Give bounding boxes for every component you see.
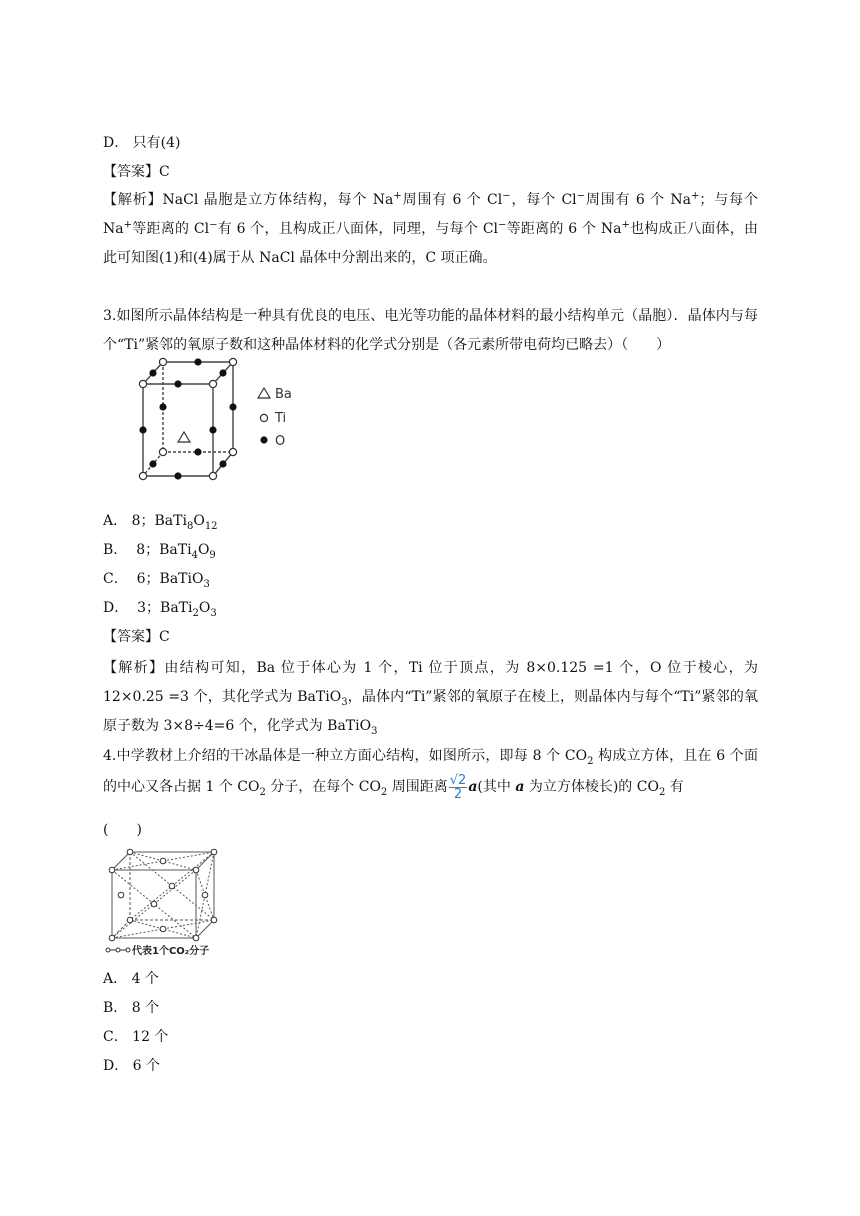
ba-legend-icon — [258, 388, 270, 398]
oxygen-atoms — [139, 358, 236, 479]
ba-legend-label: Ba — [275, 387, 292, 402]
q4-stem: 4.中学教材上介绍的干冰晶体是一种立方面心结构，如图所示，即每 8 个 $CO_2$ 构成立方体，且在 6 个面的中心又各占据 1 个 $CO_2$ 分子，在每个 $CO_2$ 周围距离 $\frac{√2}{2}$ a(其中 a 为立方体棱长)的 $CO_2$ 有 — [103, 748, 758, 802]
q3-legend — [258, 387, 292, 449]
barium-atom — [178, 432, 190, 442]
q4-option-c: C． 12 个 — [103, 1029, 169, 1045]
q3-option-b: B． 8；$BaTi_4O_9$ — [103, 542, 216, 561]
ti-legend-label: Ti — [275, 411, 287, 426]
ti-legend-icon — [260, 414, 267, 421]
answer-value: C — [159, 629, 170, 645]
q4-option-b: B． 8 个 — [103, 1000, 160, 1016]
q4-dry-ice-figure — [104, 848, 222, 958]
analysis-tag: 【解析】 — [103, 192, 163, 208]
o-legend-label: O — [275, 434, 286, 449]
q3-option-a: A． 8；$BaTi_8O_{12}$ — [103, 513, 218, 532]
q3-crystal-figure — [133, 352, 313, 487]
analysis-tag: 【解析】 — [103, 660, 165, 676]
answer-tag: 【答案】 — [103, 629, 159, 645]
co2-legend — [106, 944, 209, 957]
answer-tag: 【答案】 — [103, 164, 159, 180]
answer-value: C — [159, 164, 170, 180]
q2-analysis: 【解析】NaCl 晶胞是立方体结构，每个 Na+周围有 6 个 Cl−，每个 Cl−周围有 6 个 Na+；与每个 Na+等距离的 Cl−有 6 个，且构成正八面体，同理，与每个 Cl−等距离的 6 个 Na+也构成正八面体，由此可知图(1)和(4)属于从 NaCl 晶体中分割出来的，C 项正确。 — [103, 190, 759, 266]
q3-option-c: C． 6；BaTiO$_3$ — [103, 571, 210, 590]
q3-answer — [103, 627, 170, 647]
q3-option-d: D． 3；$BaTi_2O_3$ — [103, 600, 217, 619]
q4-option-d: D． 6 个 — [103, 1058, 161, 1074]
q4-option-a: A． 4 个 — [103, 971, 159, 987]
o-legend-icon — [260, 436, 267, 443]
sqrt2-over-2-fraction: $\frac{√2}{2}$ — [449, 772, 467, 802]
q4-blank: ( ) — [103, 822, 142, 838]
q2-answer — [103, 162, 170, 182]
q2-option-d: D． 只有(4) — [103, 135, 181, 151]
q3-stem: 3.如图所示晶体结构是一种具有优良的电压、电光等功能的晶体材料的最小结构单元（晶胞）．晶体内与每个“Ti”紧邻的氧原子数和这种晶体材料的化学式分别是（各元素所带电荷均已略去）（ ） — [103, 308, 758, 353]
co2-legend-label: 代表1个CO₂分子 — [132, 946, 210, 957]
q3-analysis: 【解析】由结构可知，Ba 位于体心为 1 个，Ti 位于顶点，为 8×0.125 =1 个，O 位于棱心，为 12×0.25 =3 个，其化学式为 BaTiO$_3$，晶体内“Ti”紧邻的氧原子在棱上，则晶体内与每个“Ti”紧邻的氧原子数为 3×8÷4=6 个，化学式为 BaTiO$_3$ — [103, 660, 758, 737]
